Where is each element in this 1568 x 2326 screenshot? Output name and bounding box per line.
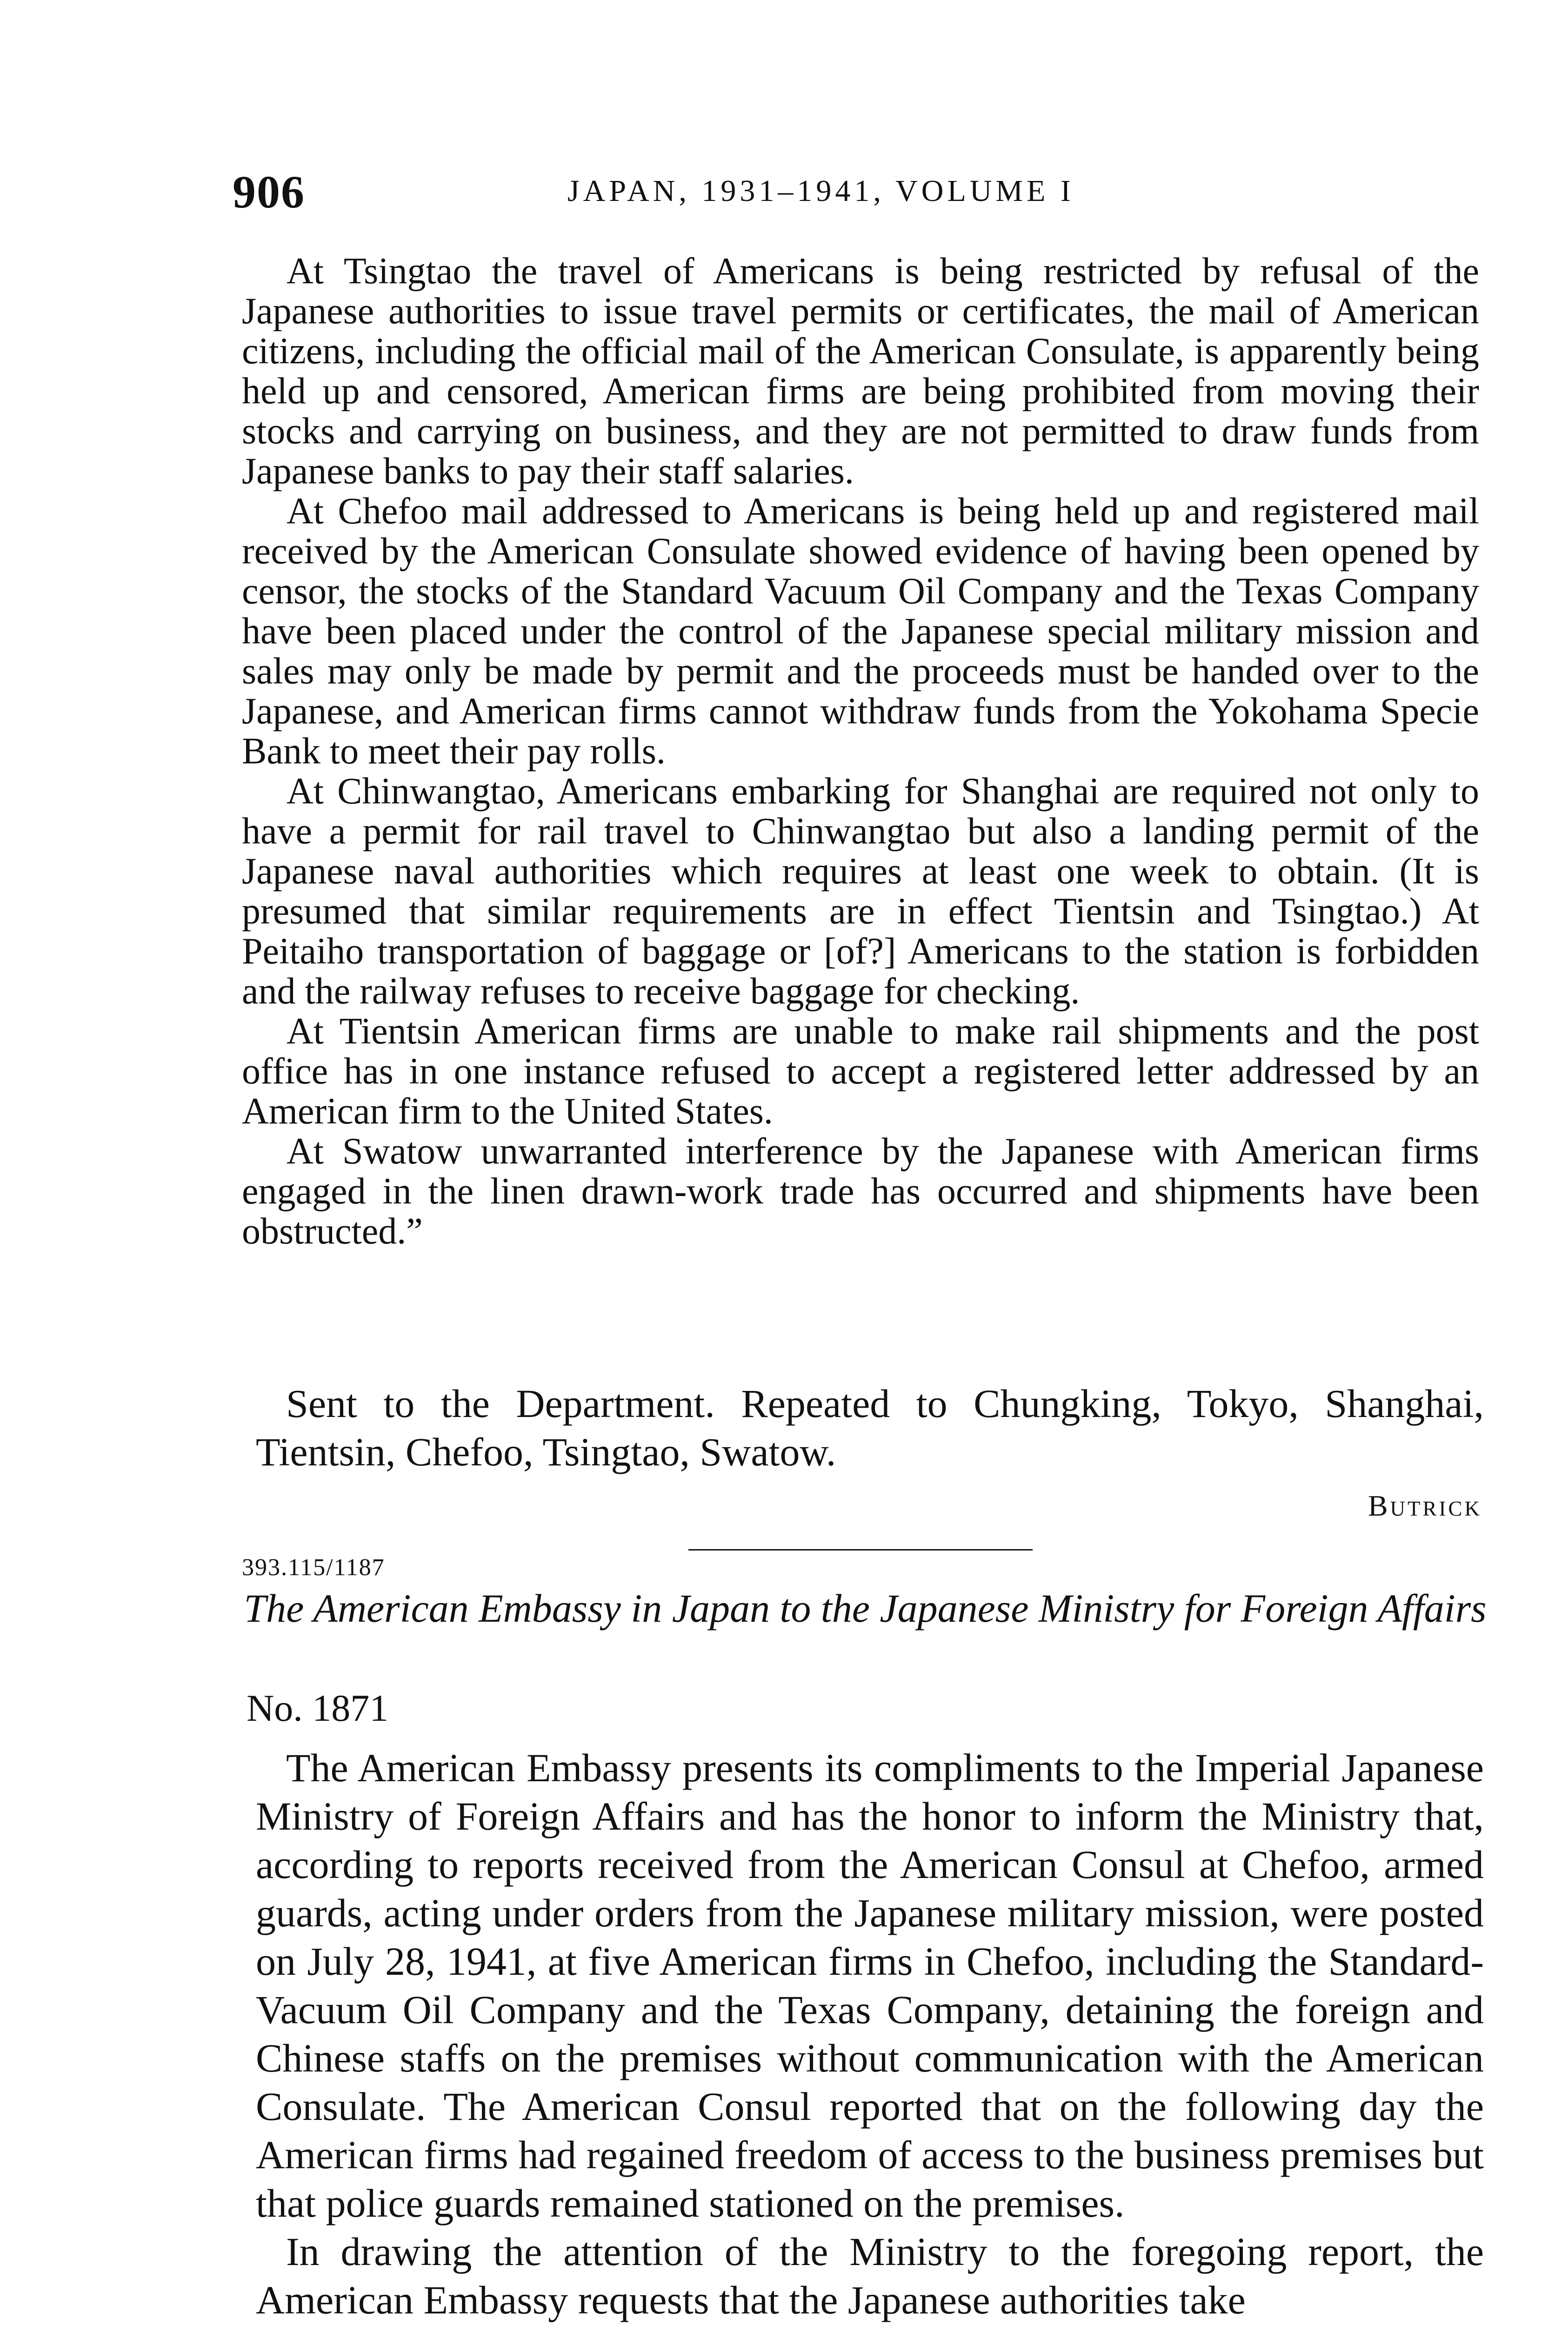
note-paragraph: The American Embassy presents its compliments to the Imperial Japanese Ministry of Foreign Affairs and has the honor to inform the Ministry that, according to reports received from the American Consul at Chefoo, armed guards, acting under orders from the Japanese military mission, were posted on July 28, 1941, at five American firms in Chefoo, including the Standard-Vacuum Oil Company and the Texas Company, detaining the foreign and Chinese staffs on the premises without communication with the American Consulate. The American Consul reported that on the following day the American firms had regained freedom of access to the business premises but that police guards remained stationed on the premises. bbox=[256, 1745, 1484, 2226]
quote-paragraph-chinwangtao: At Chinwangtao, Americans embarking for Shanghai are required not only to have a permit for rail travel to Chinwangtao but also a landing permit of the Japanese naval authorities which requires at least one week to obtain. (It is presumed that similar requirements are in effect Tientsin and Tsingtao.) At Peitaiho transportation of baggage or [of?] Americans to the station is forbidden and the railway refuses to receive baggage for checking. bbox=[242, 771, 1479, 1012]
note-number: No. 1871 bbox=[247, 1687, 389, 1729]
quote-paragraph-tientsin: At Tientsin American firms are unable to make rail shipments and the post office has in one instance refused to accept a registered letter addressed by an American firm to the United States. bbox=[242, 1011, 1479, 1132]
file-number: 393.115/1187 bbox=[242, 1554, 385, 1581]
closing-block bbox=[256, 1379, 1484, 1476]
quoted-report bbox=[242, 251, 1479, 1251]
note-paragraph: In drawing the attention of the Ministry to the foregoing report, the American Embassy requests that the Japanese authorities take bbox=[256, 2229, 1484, 2322]
page-header bbox=[233, 165, 1488, 216]
running-head: JAPAN, 1931–1941, VOLUME I bbox=[567, 174, 1074, 208]
quote-paragraph-chefoo: At Chefoo mail addressed to Americans is being held up and registered mail received by the American Consulate showed evidence of having been opened by censor, the stocks of the Standard Vacuum Oil Company and the Texas Company have been placed under the control of the Japanese special military mission and sales may only be made by permit and the proceeds must be handed over to the Japanese, and American firms cannot withdraw funds from the Yokohama Specie Bank to meet their pay rolls. bbox=[242, 491, 1479, 772]
quote-paragraph-swatow: At Swatow unwarranted interference by the Japanese with American firms engaged in the linen drawn-work trade has occurred and shipments have been obstructed.” bbox=[242, 1131, 1479, 1252]
quote-paragraph-tsingtao: At Tsingtao the travel of Americans is being restricted by refusal of the Japanese authorities to issue travel permits or certificates, the mail of American citizens, including the official mail of the American Consulate, is apparently being held up and censored, American firms are being prohibited from moving their stocks and carrying on business, and they are not permitted to draw funds from Japanese banks to pay their staff salaries. bbox=[242, 251, 1479, 492]
closing-paragraph: Sent to the Department. Repeated to Chungking, Tokyo, Shanghai, Tientsin, Chefoo, Tsingtao, Swatow. bbox=[256, 1381, 1484, 1474]
document-title: The American Embassy in Japan to the Japanese Ministry for Foreign Affairs bbox=[244, 1586, 1487, 1631]
signature: Butrick bbox=[1368, 1489, 1482, 1522]
section-separator bbox=[688, 1549, 1033, 1551]
page-number: 906 bbox=[233, 166, 305, 218]
note-body bbox=[256, 1744, 1484, 2324]
